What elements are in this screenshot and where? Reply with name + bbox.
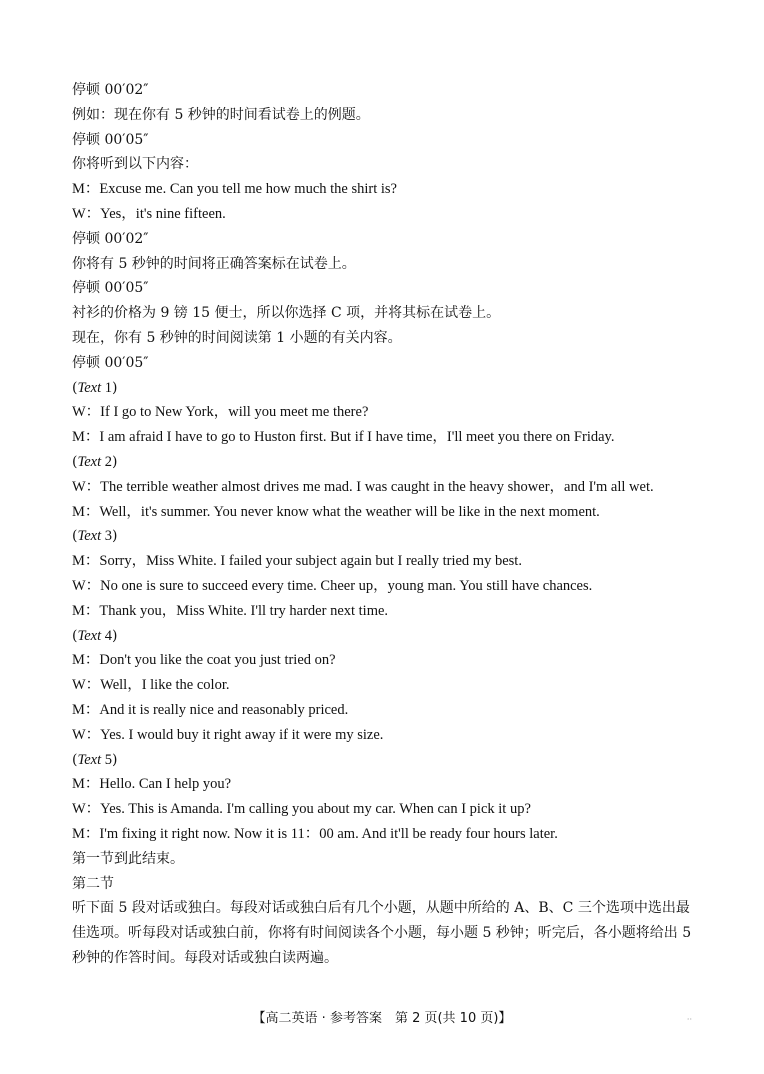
text-section-label: (Text 3) [72,528,118,545]
text-line: 你将听到以下内容： [72,156,198,173]
page-footer: 【高二英语 · 参考答案 第 2 页(共 10 页)】 [252,1011,512,1026]
dialogue-line: M：Hello. Can I help you? [72,776,232,793]
text-line: 停顿 00′05″ [72,354,149,371]
text-line: 停顿 00′05″ [72,131,149,148]
dialogue-line: W：If I go to New York，will you meet me there? [72,404,369,421]
text-line: 现在，你有 5 秒钟的时间阅读第 1 小题的有关内容。 [72,329,402,346]
text-line: 你将有 5 秒钟的时间将正确答案标在试卷上。 [72,255,356,272]
text-section-label: (Text 5) [72,751,118,768]
text-line: 停顿 00′02″ [72,82,149,98]
text-section-label: (Text 2) [72,453,118,470]
document-body [72,78,696,971]
dialogue-line: W：The terrible weather almost drives me mad. I was caught in the heavy shower，and I'm all wet. [72,478,654,495]
corner-mark: ·· [686,1015,692,1024]
dialogue-line: M：And it is really nice and reasonably priced. [72,701,349,718]
dialogue-line: M：Excuse me. Can you tell me how much the shirt is? [72,181,397,198]
dialogue-line: W：No one is sure to succeed every time. Cheer up，young man. You still have chances. [72,577,593,594]
dialogue-line: W：Yes. This is Amanda. I'm calling you about my car. When can I pick it up? [72,801,531,818]
dialogue-line: M：I am afraid I have to go to Huston first. But if I have time，I'll meet you there on Friday. [72,429,615,446]
text-line: 例如：现在你有 5 秒钟的时间看试卷上的例题。 [72,106,370,123]
text-line: 听下面 5 段对话或独白。每段对话或独白后有几个小题，从题中所给的 A、B、C 三个选项中选出最佳选项。听每段对话或独白前，你将有时间阅读各个小题，每小题 5 秒钟；听完后，各小题将给出 5 秒钟的作答时间。每段对话或独白读两遍。 [72,900,692,966]
dialogue-line: M：Don't you like the coat you just tried on? [72,652,336,669]
dialogue-line: W：Well，I like the color. [72,677,230,694]
text-line: 停顿 00′05″ [72,280,149,297]
dialogue-line: W：Yes，it's nine fifteen. [72,205,226,222]
dialogue-line: M：Sorry，Miss White. I failed your subject again but I really tried my best. [72,553,522,570]
text-section-label: (Text 4) [72,627,118,644]
dialogue-line: M：Well，it's summer. You never know what the weather will be like in the next moment. [72,503,600,520]
text-section-label: (Text 1) [72,379,118,396]
text-line: 第一节到此结束。 [72,850,184,867]
dialogue-line: W：Yes. I would buy it right away if it were my size. [72,726,384,743]
dialogue-line: M：Thank you，Miss White. I'll try harder next time. [72,602,389,619]
text-line: 停顿 00′02″ [72,230,149,247]
text-line: 第二节 [72,875,114,892]
dialogue-line: M：I'm fixing it right now. Now it is 11：00 am. And it'll be ready four hours later. [72,825,558,842]
text-line: 衬衫的价格为 9 镑 15 便士，所以你选择 C 项，并将其标在试卷上。 [72,305,501,322]
